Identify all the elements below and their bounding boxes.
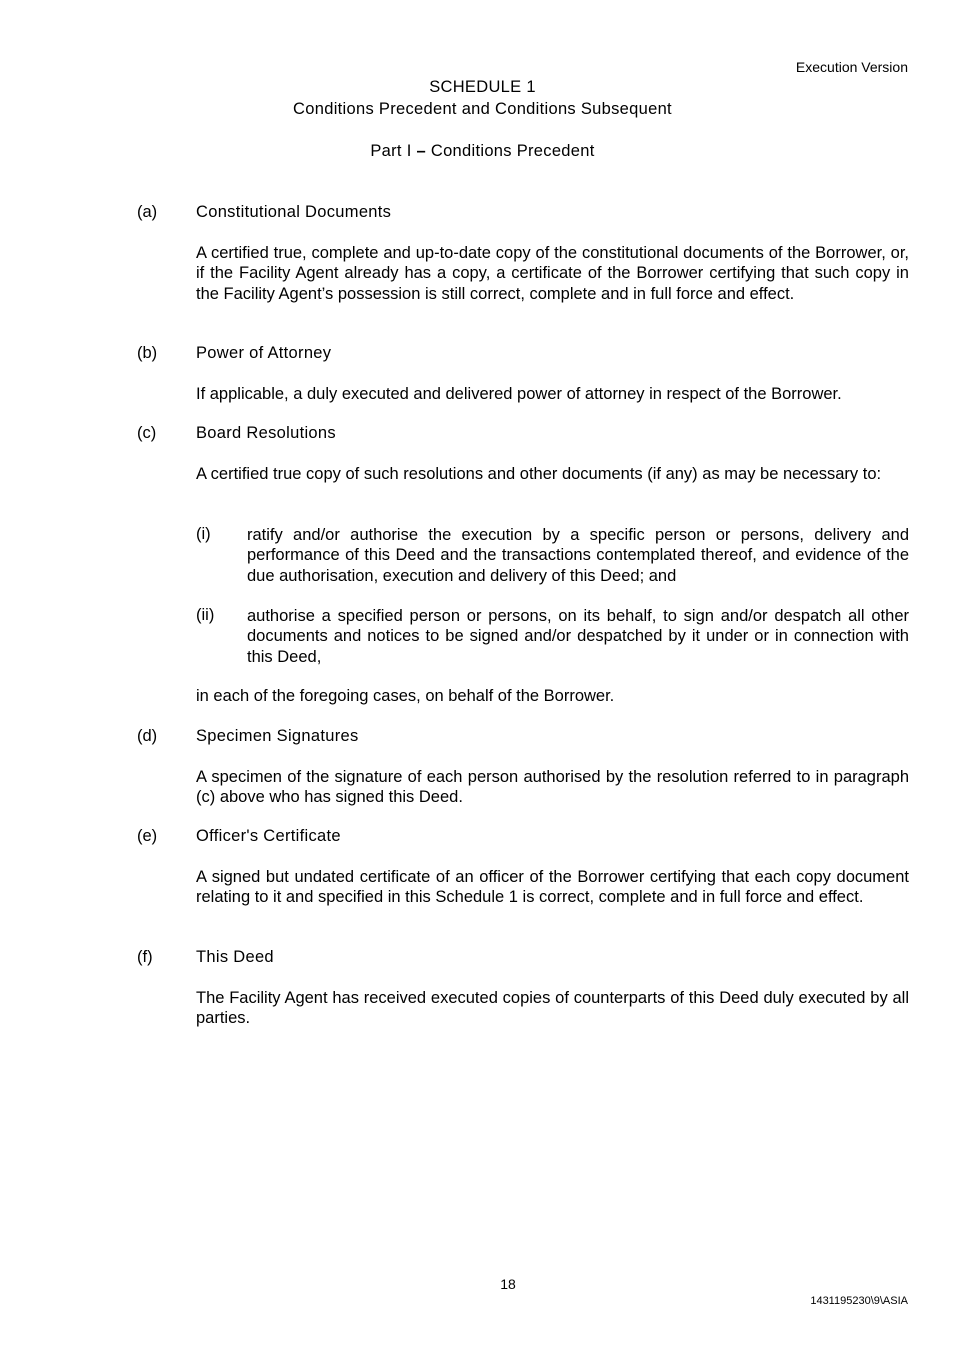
section-c-sub-i-label: (i): [196, 525, 211, 543]
section-b-label: (b): [137, 344, 158, 362]
section-c-heading: Board Resolutions: [196, 424, 336, 442]
schedule-subtitle: Conditions Precedent and Conditions Subsequent: [293, 100, 672, 118]
section-c-sub-ii-text: authorise a specified person or persons, on its behalf, to sign and/or despatch all other documents and notices to be signed and/or despatched by it under or in connection with this Deed,: [247, 607, 909, 666]
section-e-body: A signed but undated certificate of an officer of the Borrower certifying that each copy document relating to it and specified in this Schedule 1 is correct, complete and in full force and effect.: [196, 868, 909, 907]
section-c-sub-ii-label: (ii): [196, 606, 215, 624]
section-d-label: (d): [137, 727, 158, 745]
section-f-heading: This Deed: [196, 948, 274, 966]
section-f-body: The Facility Agent has received executed copies of counterparts of this Deed duly executed by all parties.: [196, 989, 909, 1028]
section-b-heading: Power of Attorney: [196, 344, 332, 362]
section-c-label: (c): [137, 424, 157, 442]
section-d-body: A specimen of the signature of each person authorised by the resolution referred to in paragraph (c) above who has signed this Deed.: [196, 768, 909, 807]
section-b-body: If applicable, a duly executed and delivered power of attorney in respect of the Borrower.: [196, 385, 842, 403]
document-reference: 1431195230\9\ASIA: [810, 1295, 908, 1307]
part-prefix: Part I: [370, 142, 412, 160]
section-a-label: (a): [137, 203, 158, 221]
schedule-title: SCHEDULE 1: [429, 78, 536, 96]
section-c-sub-i-text: ratify and/or authorise the execution by a specific person or persons, delivery and performance of this Deed and the transactions contemplated thereof, and evidence of the due authorisation, execution and delivery of this Deed; and: [247, 526, 909, 585]
part-title: [0, 142, 965, 161]
section-a-heading: Constitutional Documents: [196, 203, 392, 221]
section-d-heading: Specimen Signatures: [196, 727, 359, 745]
section-e-label: (e): [137, 827, 158, 845]
page-number: 18: [500, 1276, 516, 1292]
section-a-body: A certified true, complete and up-to-date copy of the constitutional documents of the Borrower, or, if the Facility Agent already has a copy, a certificate of the Borrower certifying that such copy in the Facility Agent’s possession is still correct, complete and in full force and effect.: [196, 244, 909, 303]
section-c-body: A certified true copy of such resolutions and other documents (if any) as may be necessary to:: [196, 465, 882, 483]
section-f-label: (f): [137, 948, 153, 966]
execution-version-label: Execution Version: [795, 59, 908, 75]
section-c-closing: in each of the foregoing cases, on behalf of the Borrower.: [196, 687, 615, 705]
section-e-heading: Officer's Certificate: [196, 827, 341, 845]
part-dash: –: [416, 142, 426, 160]
part-name: Conditions Precedent: [430, 142, 595, 160]
